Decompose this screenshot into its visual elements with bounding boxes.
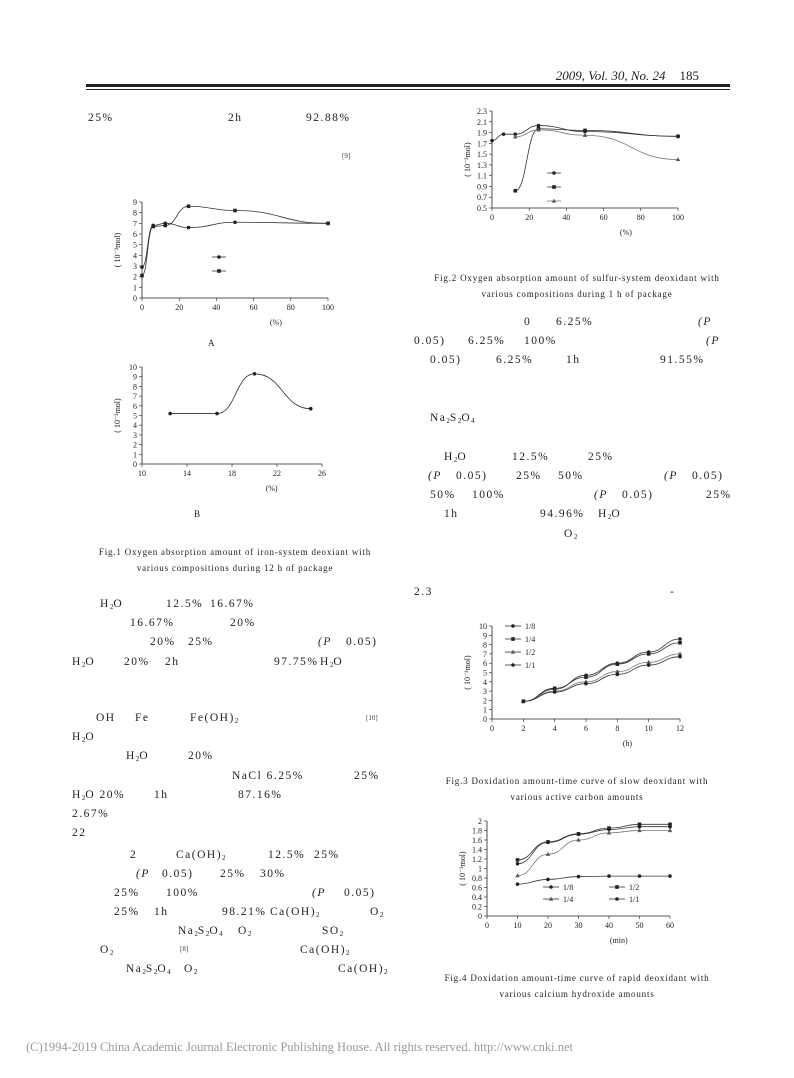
data-point — [140, 274, 144, 278]
text-fragment: (P — [318, 636, 332, 648]
text-fragment: 2 — [130, 849, 138, 861]
text-fragment: 25% — [706, 489, 732, 501]
header-rule-thin — [86, 89, 730, 90]
data-point — [577, 833, 581, 837]
text-fragment: $SO_2$ — [322, 925, 344, 938]
figure-4 — [455, 815, 705, 955]
text-fragment: $Na_2S_2O_4$ — [126, 963, 171, 976]
text-fragment: 20% — [230, 617, 256, 629]
header-rule-thick — [86, 84, 730, 87]
y-tick-label: 1.5 — [477, 150, 487, 160]
y-tick-label: 5 — [133, 411, 137, 421]
data-point — [668, 828, 672, 832]
caption-line: Fig.3 Doxidation amount-time curve of slow deoxidant with — [445, 776, 709, 786]
legend-label: 1/8 — [563, 883, 574, 892]
data-point — [637, 828, 641, 832]
data-point — [187, 226, 191, 230]
citation: [9] — [342, 152, 351, 160]
text-fragment: 25% — [220, 868, 246, 880]
x-tick-label: 22 — [273, 469, 281, 478]
series-1/8 — [516, 874, 672, 886]
text-fragment: $H_2O$ 20% — [72, 789, 126, 802]
text-fragment: (P — [594, 489, 608, 501]
text-fragment: 6.25% — [496, 354, 534, 366]
text-fragment: 97.75% — [274, 656, 319, 668]
text-fragment: 50% — [430, 489, 456, 501]
data-point — [516, 862, 520, 866]
x-tick-label: 8 — [615, 724, 620, 733]
y-tick-label: 5 — [133, 240, 137, 250]
data-point — [233, 209, 237, 213]
y-tick-label: 1 — [133, 450, 137, 460]
data-point — [583, 129, 587, 133]
x-tick-label: 60 — [599, 213, 608, 222]
x-tick-label: 0 — [490, 724, 494, 733]
caption-line: various calcium hydroxide amounts — [499, 989, 655, 999]
text-fragment: 0.05) — [346, 636, 378, 648]
y-tick-label: 1 — [483, 705, 487, 715]
data-point — [577, 875, 581, 879]
text-fragment: - — [670, 586, 676, 598]
y-tick-label: 2 — [133, 272, 137, 282]
data-point — [215, 412, 219, 416]
text-fragment: 12.5% — [512, 451, 550, 463]
text-fragment: 92.88% — [306, 112, 351, 124]
text-fragment: 20% — [150, 636, 176, 648]
data-point — [615, 897, 619, 901]
y-tick-label: 2 — [483, 696, 487, 706]
x-tick-label: 26 — [318, 469, 326, 478]
data-point — [502, 132, 506, 136]
text-fragment: $O_2$ — [184, 963, 198, 976]
x-axis-label: (%) — [269, 318, 282, 327]
series-3 — [513, 127, 680, 161]
series-line — [170, 374, 311, 414]
y-tick-label: 10 — [129, 363, 137, 372]
text-fragment: $Na_2S_2O_4$ — [178, 925, 223, 938]
text-fragment: $H_2O$ — [126, 750, 150, 763]
series-line — [518, 827, 671, 864]
text-fragment: $H_2O$ — [100, 598, 124, 611]
legend-label: 1/1 — [629, 895, 640, 904]
text-fragment: 0.05) — [344, 887, 376, 899]
text-fragment: 25% — [314, 849, 340, 861]
text-fragment: 91.55% — [660, 354, 705, 366]
x-tick-label: 40 — [605, 921, 613, 930]
y-tick-label: 1.6 — [472, 836, 482, 845]
y-tick-label: 0 — [478, 912, 482, 921]
x-tick-label: 10 — [513, 921, 522, 930]
x-tick-label: 2 — [521, 724, 526, 733]
data-point — [549, 897, 553, 901]
text-fragment: 16.67% — [130, 617, 175, 629]
y-axis-label: ( 10⁻³mol) — [463, 655, 472, 690]
y-tick-label: 1 — [478, 864, 482, 874]
data-point — [584, 682, 588, 686]
text-fragment: 50% — [558, 470, 584, 482]
caption-line: various compositions during 12 h of package — [136, 563, 334, 573]
data-point — [678, 637, 682, 641]
text-fragment: 20% — [124, 656, 150, 668]
panel-label: B — [194, 509, 201, 519]
series-line — [518, 824, 671, 860]
text-fragment: $Fe(OH)_2$ — [190, 712, 239, 725]
text-fragment: 25% — [516, 470, 542, 482]
y-tick-label: 1.2 — [472, 855, 482, 864]
text-fragment: 22 — [72, 827, 87, 839]
legend-label: 1/8 — [525, 622, 536, 631]
text-fragment: 98.21% — [222, 906, 267, 918]
data-point — [615, 885, 619, 889]
page-number: 185 — [679, 68, 699, 83]
section-number: 2.3 — [414, 586, 433, 598]
text-fragment: 1h — [154, 789, 169, 801]
data-point — [549, 885, 553, 889]
y-tick-label: 7 — [133, 219, 137, 229]
y-tick-label: 4 — [483, 677, 487, 687]
text-fragment: 20% — [188, 750, 214, 762]
x-tick-label: 60 — [666, 921, 674, 930]
caption-line: Fig.1 Oxygen absorption amount of iron-system deoxiant with — [98, 547, 372, 557]
series-line — [515, 129, 678, 191]
text-fragment: (P — [428, 470, 442, 482]
text-fragment: $Na_2S_2O_4$ — [430, 412, 475, 425]
caption-line: various active carbon amounts — [510, 792, 644, 802]
text-fragment: 25% — [588, 451, 614, 463]
text-fragment: 25% — [354, 770, 380, 782]
y-axis-label: ( 10⁻³mol) — [463, 142, 472, 177]
text-fragment: 16.67% — [210, 598, 255, 610]
y-tick-label: 1.9 — [477, 128, 487, 138]
x-tick-label: 10 — [644, 724, 653, 733]
text-fragment: $Ca(OH)_2$ — [176, 849, 226, 862]
text-fragment: 100% — [524, 335, 557, 347]
data-point — [217, 269, 221, 273]
y-tick-label: 10 — [479, 622, 487, 631]
legend-label: 1/1 — [525, 661, 536, 670]
y-axis-label: ( 10⁻³mol) — [113, 232, 122, 268]
text-fragment: 0.05) — [456, 470, 488, 482]
text-fragment: 0.05) — [692, 470, 724, 482]
text-fragment: 12.5% — [268, 849, 306, 861]
text-fragment: 1h — [154, 906, 169, 918]
legend-label: 1/2 — [629, 883, 640, 892]
data-point — [168, 412, 172, 416]
text-fragment: 1h — [444, 508, 459, 520]
data-point — [537, 124, 541, 128]
y-tick-label: 5 — [483, 668, 487, 678]
text-fragment: 0.05) — [622, 489, 654, 501]
y-tick-label: 0.6 — [472, 883, 482, 893]
y-tick-label: 2.3 — [477, 107, 487, 116]
data-point — [647, 652, 651, 656]
series-line — [515, 130, 678, 160]
panel-label: A — [208, 338, 215, 348]
x-tick-label: 20 — [544, 921, 552, 930]
text-fragment: NaCl 6.25% — [232, 770, 304, 782]
x-tick-label: 40 — [212, 303, 221, 312]
x-tick-label: 40 — [562, 213, 571, 222]
series-1/2 — [521, 652, 682, 703]
data-point — [511, 663, 515, 667]
x-axis-label: (%) — [619, 228, 632, 237]
x-axis-label: (min) — [609, 936, 628, 945]
citation: [8] — [180, 945, 189, 953]
y-tick-label: 9 — [483, 631, 487, 641]
x-tick-label: 0 — [490, 213, 494, 222]
y-tick-label: 1.3 — [477, 160, 487, 170]
data-point — [668, 874, 672, 878]
data-point — [638, 874, 642, 878]
text-fragment: (P — [136, 868, 150, 880]
y-tick-label: 3 — [133, 262, 137, 271]
journal-info: 2009, Vol. 30, No. 24 — [555, 68, 666, 83]
data-point — [616, 673, 620, 677]
y-tick-label: 1.1 — [477, 171, 487, 181]
series-line — [518, 876, 671, 884]
text-fragment: 1h — [566, 354, 581, 366]
text-fragment: (P — [706, 335, 720, 347]
data-point — [546, 878, 550, 882]
y-tick-label: 0 — [133, 294, 137, 303]
y-tick-label: 6 — [133, 230, 137, 239]
text-fragment: 100% — [472, 489, 505, 501]
y-tick-label: 1.4 — [472, 845, 482, 855]
text-fragment: 2h — [165, 656, 180, 668]
x-tick-label: 100 — [672, 213, 684, 222]
text-fragment: 25% — [88, 112, 114, 124]
figure-1-caption — [60, 544, 410, 576]
figure-1a — [100, 195, 350, 335]
x-tick-label: 60 — [249, 303, 258, 312]
text-fragment: 6.25% — [556, 316, 594, 328]
x-axis-label: (h) — [622, 739, 633, 748]
data-point — [516, 858, 520, 862]
data-point — [326, 222, 330, 226]
x-tick-label: 0 — [140, 303, 144, 312]
y-tick-label: 9 — [133, 198, 137, 207]
y-tick-label: 2 — [133, 440, 137, 450]
y-tick-label: 8 — [483, 640, 487, 650]
y-tick-label: 4 — [133, 251, 137, 261]
series-2 — [140, 204, 330, 277]
x-tick-label: 30 — [574, 921, 583, 930]
text-fragment: 30% — [260, 868, 286, 880]
text-fragment: (P — [312, 887, 326, 899]
text-fragment: 25% — [114, 906, 140, 918]
legend-label: 1/4 — [563, 895, 574, 904]
y-tick-label: 6 — [133, 401, 137, 411]
data-point — [233, 220, 237, 224]
series-1/4 — [515, 828, 672, 877]
y-tick-label: 0 — [483, 715, 487, 724]
data-point — [151, 225, 155, 229]
x-tick-label: 100 — [322, 303, 334, 312]
figure-2 — [455, 105, 705, 250]
series-line — [523, 657, 680, 702]
data-point — [511, 637, 515, 641]
data-point — [668, 825, 672, 829]
y-tick-label: 0.2 — [472, 902, 482, 912]
text-fragment: $H_2O$ — [598, 508, 622, 521]
data-point — [607, 828, 611, 832]
data-point — [607, 874, 611, 878]
x-tick-label: 50 — [635, 921, 644, 930]
data-point — [511, 624, 515, 628]
text-fragment: $Ca(OH)_2$ — [300, 944, 350, 957]
text-fragment: 2.67% — [72, 808, 110, 820]
caption-line: Fig.2 Oxygen absorption amount of sulfur-system deoxidant with — [434, 273, 720, 283]
text-fragment: $O_2$ — [370, 906, 384, 919]
y-tick-label: 2.1 — [477, 117, 487, 127]
text-fragment: $O_2$ — [238, 925, 252, 938]
series-2 — [513, 127, 679, 193]
series-line — [518, 831, 671, 876]
y-tick-label: 0 — [133, 460, 137, 469]
x-tick-label: 80 — [286, 303, 295, 312]
figure-1b — [100, 360, 350, 505]
y-tick-label: 8 — [133, 208, 137, 218]
series-line — [142, 206, 328, 275]
x-tick-label: 6 — [584, 724, 588, 733]
y-tick-label: 2 — [478, 817, 482, 826]
text-fragment: Fe — [135, 712, 150, 724]
text-fragment: $O_2$ — [564, 528, 578, 541]
data-point — [647, 663, 651, 667]
y-tick-label: 8 — [133, 382, 137, 392]
data-point — [140, 265, 144, 269]
y-tick-label: 1 — [133, 283, 137, 293]
data-point — [546, 841, 550, 845]
copyright-footer: (C)1994-2019 China Academic Journal Electronic Publishing House. All rights reserved. http://www.cnki.net — [26, 1040, 574, 1054]
data-point — [522, 700, 526, 704]
data-point — [513, 189, 517, 193]
x-tick-label: 0 — [485, 921, 489, 930]
y-tick-label: 0.5 — [477, 204, 487, 213]
caption-line: Fig.4 Doxidation amount-time curve of rapid deoxidant with — [444, 973, 710, 983]
y-tick-label: 4 — [133, 421, 137, 431]
series-line — [523, 654, 680, 701]
text-fragment: 0.05) — [430, 354, 462, 366]
x-tick-label: 10 — [138, 469, 146, 478]
text-fragment: 0.05) — [162, 868, 194, 880]
x-axis-label: (%) — [265, 484, 278, 493]
caption-line: various compositions during 1 h of package — [481, 289, 673, 299]
y-tick-label: 3 — [133, 430, 137, 440]
text-fragment: 12.5% — [166, 598, 204, 610]
figure-4-caption — [412, 970, 742, 1002]
y-tick-label: 0.7 — [477, 193, 487, 203]
text-fragment: OH — [96, 712, 116, 724]
y-tick-label: 3 — [483, 687, 487, 697]
series-1 — [140, 220, 330, 268]
data-point — [676, 135, 680, 139]
y-tick-label: 0.4 — [472, 893, 482, 902]
text-fragment: 87.16% — [238, 789, 283, 801]
y-tick-label: 0.9 — [477, 182, 487, 192]
y-tick-label: 1.8 — [472, 826, 482, 836]
x-tick-label: 14 — [183, 469, 191, 478]
data-point — [511, 650, 515, 654]
text-fragment: $H_2O$ — [72, 731, 96, 744]
text-fragment: $H_2O$ — [72, 656, 96, 669]
data-point — [678, 655, 682, 659]
text-fragment: $H_2O$ — [444, 451, 468, 464]
y-tick-label: 7 — [483, 649, 487, 659]
data-point — [638, 825, 642, 829]
text-fragment: $Ca(OH)_2$ — [338, 963, 388, 976]
series-1 — [168, 372, 312, 415]
x-tick-label: 18 — [228, 469, 236, 478]
data-point — [187, 204, 191, 208]
x-tick-label: 20 — [525, 213, 534, 222]
text-fragment: 25% — [188, 636, 214, 648]
figure-3 — [455, 620, 705, 760]
text-fragment: (P — [698, 316, 712, 328]
figure-2-caption — [412, 270, 742, 302]
running-header — [556, 68, 699, 84]
text-fragment: (P — [664, 470, 678, 482]
text-fragment: $H_2O$ — [320, 656, 344, 669]
y-tick-label: 6 — [483, 659, 487, 669]
y-tick-label: 0.8 — [472, 874, 482, 883]
x-tick-label: 80 — [636, 213, 645, 222]
data-point — [678, 641, 682, 645]
series-1/2 — [516, 823, 672, 862]
x-tick-label: 4 — [552, 724, 557, 733]
data-point — [163, 224, 167, 228]
text-fragment: 2h — [228, 112, 243, 124]
data-point — [516, 882, 520, 886]
data-point — [217, 255, 221, 259]
y-tick-label: 7 — [133, 392, 137, 402]
text-fragment: 0.05) — [414, 335, 446, 347]
citation: [10] — [366, 714, 378, 722]
legend-label: 1/4 — [525, 635, 536, 644]
x-tick-label: 12 — [676, 724, 684, 733]
text-fragment: 25% — [114, 887, 140, 899]
series-line — [142, 222, 328, 267]
y-tick-label: 9 — [133, 372, 137, 382]
data-point — [616, 662, 620, 666]
figure-3-caption — [412, 773, 742, 805]
data-point — [253, 372, 257, 376]
text-fragment: $O_2$ — [100, 944, 114, 957]
data-point — [552, 171, 556, 175]
y-axis-label: ( 10⁻³mol) — [113, 398, 122, 433]
data-point — [552, 185, 556, 189]
text-fragment: 100% — [166, 887, 199, 899]
text-fragment: 94.96% — [540, 508, 585, 520]
x-tick-label: 20 — [175, 303, 184, 312]
data-point — [584, 675, 588, 679]
data-point — [490, 139, 494, 143]
data-point — [309, 407, 313, 411]
data-point — [553, 690, 557, 694]
text-fragment: $Ca(OH)_2$ — [270, 906, 320, 919]
series-1/1 — [522, 655, 682, 703]
text-fragment: 6.25% — [468, 335, 506, 347]
y-tick-label: 1.7 — [477, 139, 487, 149]
y-axis-label: ( 10⁻³mol) — [458, 851, 467, 886]
text-fragment: 0 — [524, 316, 532, 328]
legend-label: 1/2 — [525, 648, 536, 657]
